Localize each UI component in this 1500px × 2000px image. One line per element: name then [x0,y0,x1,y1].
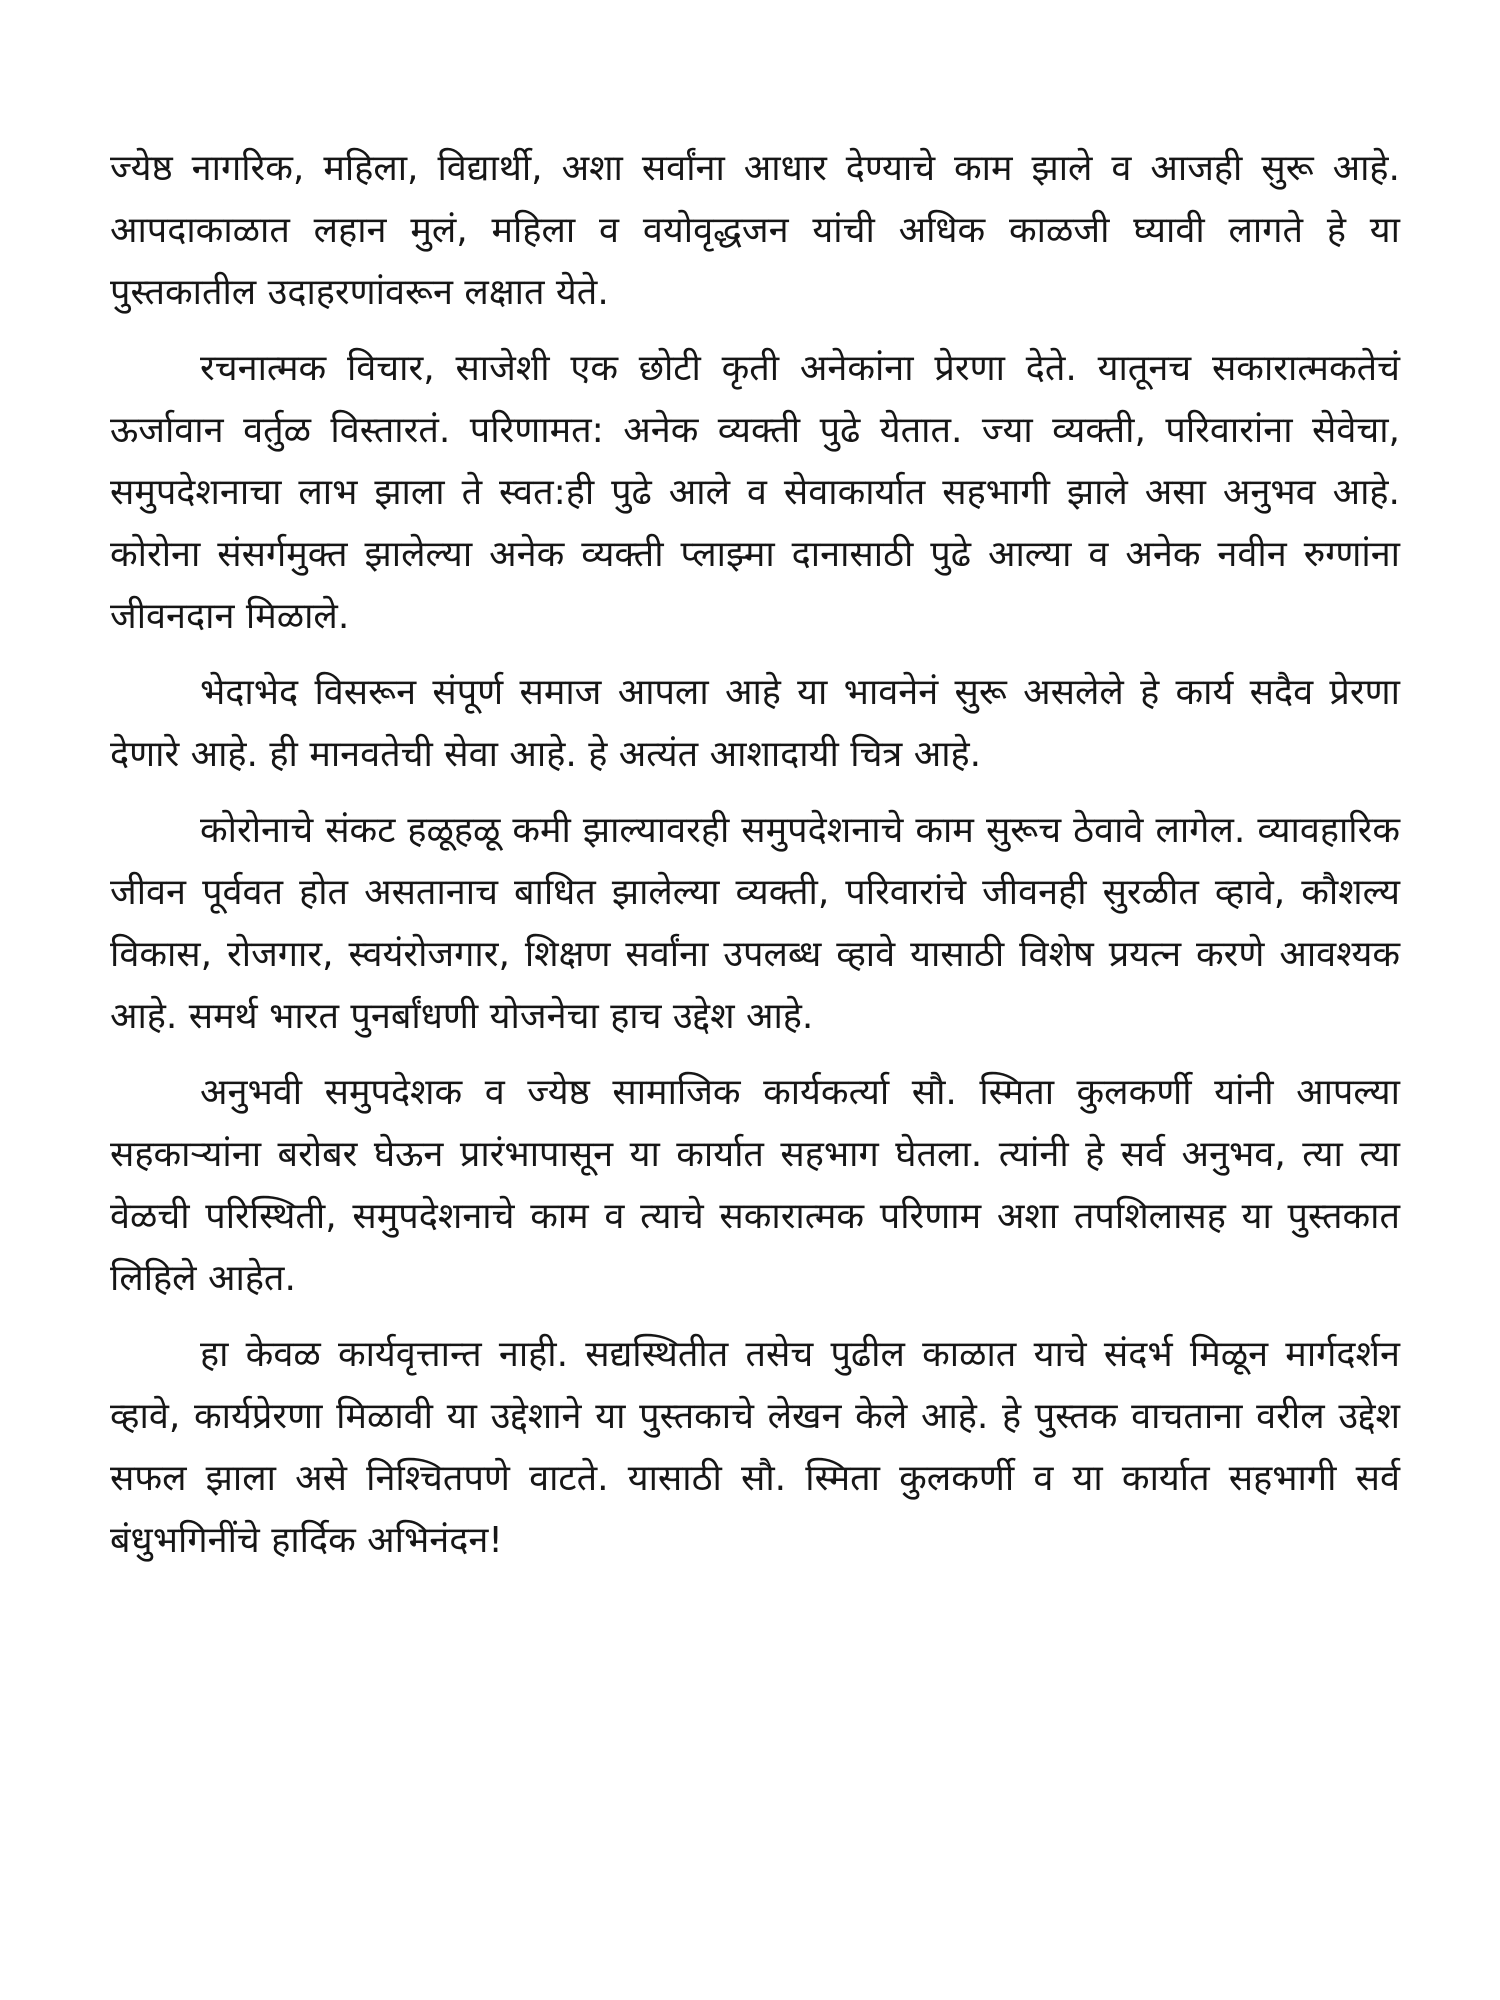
body-text [110,138,1400,1572]
paragraph: रचनात्मक विचार, साजेशी एक छोटी कृती अनेकांना प्रेरणा देते. यातूनच सकारात्मकतेचं ऊर्जावान वर्तुळ विस्तारतं. परिणामत: अनेक व्यक्ती पुढे येतात. ज्या व्यक्ती, परिवारांना सेवेचा, समुपदेशनाचा लाभ झाला ते स्वत:ही पुढे आले व सेवाकार्यात सहभागी झाले असा अनुभव आहे. कोरोना संसर्गमुक्त झालेल्या अनेक व्यक्ती प्लाझ्मा दानासाठी पुढे आल्या व अनेक नवीन रुग्णांना जीवनदान मिळाले. [110,348,1400,637]
paragraph: कोरोनाचे संकट हळूहळू कमी झाल्यावरही समुपदेशनाचे काम सुरूच ठेवावे लागेल. व्यावहारिक जीवन पूर्ववत होत असतानाच बाधित झालेल्या व्यक्ती, परिवारांचे जीवनही सुरळीत व्हावे, कौशल्य विकास, रोजगार, स्वयंरोजगार, शिक्षण सर्वांना उपलब्ध व्हावे यासाठी विशेष प्रयत्न करणे आवश्यक आहे. समर्थ भारत पुनर्बांधणी योजनेचा हाच उद्देश आहे. [110,810,1400,1037]
paragraph: भेदाभेद विसरून संपूर्ण समाज आपला आहे या भावनेनं सुरू असलेले हे कार्य सदैव प्रेरणा देणारे आहे. ही मानवतेची सेवा आहे. हे अत्यंत आशादायी चित्र आहे. [110,672,1400,775]
paragraph: हा केवळ कार्यवृत्तान्त नाही. सद्यस्थितीत तसेच पुढील काळात याचे संदर्भ मिळून मार्गदर्शन व्हावे, कार्यप्रेरणा मिळावी या उद्देशाने या पुस्तकाचे लेखन केले आहे. हे पुस्तक वाचताना वरील उद्देश सफल झाला असे निश्चितपणे वाटते. यासाठी सौ. स्मिता कुलकर्णी व या कार्यात सहभागी सर्व बंधुभगिनींचे हार्दिक अभिनंदन! [110,1334,1400,1561]
paragraph: अनुभवी समुपदेशक व ज्येष्ठ सामाजिक कार्यकर्त्या सौ. स्मिता कुलकर्णी यांनी आपल्या सहकाऱ्यांना बरोबर घेऊन प्रारंभापासून या कार्यात सहभाग घेतला. त्यांनी हे सर्व अनुभव, त्या त्या वेळची परिस्थिती, समुपदेशनाचे काम व त्याचे सकारात्मक परिणाम अशा तपशिलासह या पुस्तकात लिहिले आहेत. [110,1072,1400,1299]
paragraph: ज्येष्ठ नागरिक, महिला, विद्यार्थी, अशा सर्वांना आधार देण्याचे काम झाले व आजही सुरू आहे. आपदाकाळात लहान मुलं, महिला व वयोवृद्धजन यांची अधिक काळजी घ्यावी लागते हे या पुस्तकातील उदाहरणांवरून लक्षात येते. [110,148,1400,313]
